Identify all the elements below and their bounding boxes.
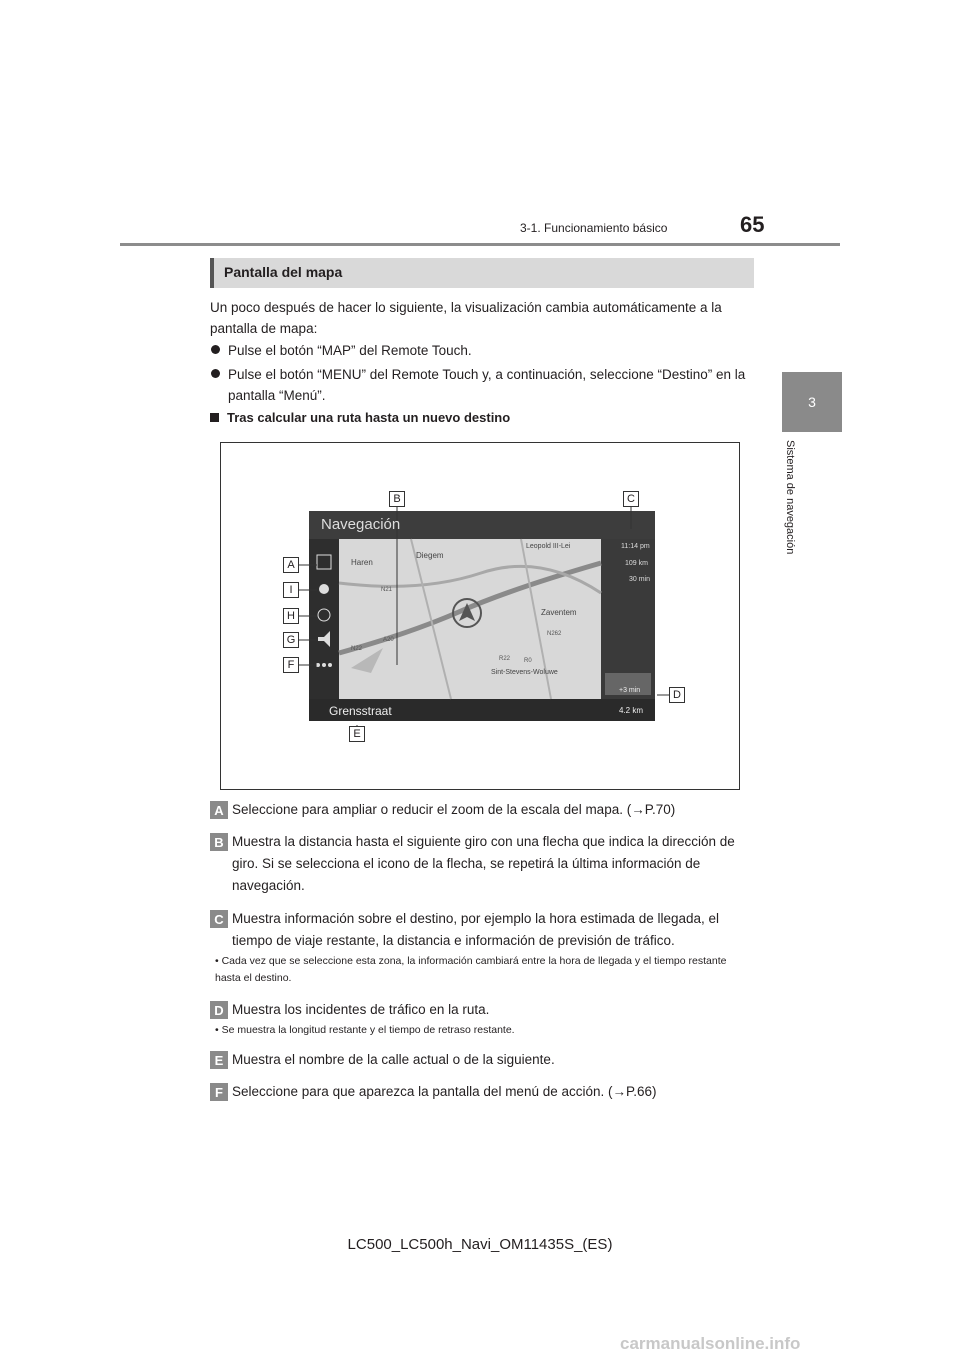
bullet-item <box>210 340 755 361</box>
map-label: R0 <box>524 658 532 664</box>
label-d: D <box>210 1001 228 1019</box>
bullet-dot-icon <box>211 369 220 378</box>
description-b: Muestra la distancia hasta el siguiente giro con una flecha que indica la dirección de giro. Si se selecciona el icono de la flecha, se repetirá la última información de navegación. <box>232 834 735 893</box>
header-rule <box>120 243 840 246</box>
square-bullet-icon <box>210 413 219 422</box>
bullet-text: Pulse el botón “MAP” del Remote Touch. <box>228 343 472 358</box>
map-label: Haren <box>351 558 373 567</box>
note-d: • Se muestra la longitud restante y el tiempo de retraso restante. <box>215 1024 515 1036</box>
bullet-item <box>210 364 755 406</box>
watermark: carmanualsonline.info <box>620 1334 801 1353</box>
map-label: Sint-Stevens-Woluwe <box>491 669 558 676</box>
callout-i: I <box>283 582 299 598</box>
street-name: Grensstraat <box>329 704 392 718</box>
intro-paragraph: Un poco después de hacer lo siguiente, la visualización cambia automáticamente a la pantalla de mapa: <box>210 300 722 336</box>
bullet-dot-icon <box>211 345 220 354</box>
map-label: Diegem <box>416 551 444 560</box>
callout-f: F <box>283 657 299 673</box>
section-title: 3-1. Funcionamiento básico <box>520 221 668 235</box>
description-d: Muestra los incidentes de tráfico en la ruta. <box>232 1002 490 1017</box>
arrival-time: 11:14 pm <box>621 543 650 550</box>
note-c-text: Cada vez que se seleccione esta zona, la información cambiará entre la hora de llegada y el tiempo restante hasta el destino. <box>215 955 727 984</box>
pin-icon <box>319 584 329 594</box>
callout-d: D <box>669 687 685 703</box>
callout-h: H <box>283 608 299 624</box>
map-label: N262 <box>547 631 562 637</box>
section-heading <box>210 258 754 288</box>
left-toolbar <box>309 539 339 699</box>
label-e: E <box>210 1051 228 1069</box>
footer-code: LC500_LC500h_Navi_OM11435S_(ES) <box>347 1236 613 1253</box>
description-c: Muestra información sobre el destino, por ejemplo la hora estimada de llegada, el tiempo de viaje restante, la distancia e información de previsión de tráfico. <box>232 911 720 948</box>
traffic-delay: +3 min <box>619 687 641 694</box>
label-a: A <box>210 801 228 819</box>
description-a: Seleccione para ampliar o reducir el zoom de la escala del mapa. (→P.70) <box>232 802 676 817</box>
page-number: 65 <box>740 212 765 237</box>
label-c: C <box>210 910 228 928</box>
callout-e: E <box>349 726 365 742</box>
map-label: Zaventem <box>541 608 577 617</box>
note-d-text: Se muestra la longitud restante y el tiempo de retraso restante. <box>221 1024 515 1036</box>
chapter-tab: 3 <box>782 372 842 432</box>
traffic-distance: 4.2 km <box>619 706 644 715</box>
remaining-distance: 109 km <box>625 560 648 567</box>
map-label: N22 <box>351 646 363 652</box>
description-e: Muestra el nombre de la calle actual o de la siguiente. <box>232 1052 555 1067</box>
map-label: R22 <box>499 656 511 662</box>
callout-g: G <box>283 632 299 648</box>
map-label: Leopold III-Lei <box>526 543 571 550</box>
map-label: A20 <box>383 637 394 643</box>
menu-dot-icon <box>322 663 326 667</box>
section-heading-text: Pantalla del mapa <box>224 264 343 280</box>
remaining-time: 30 min <box>629 576 651 583</box>
menu-dot-icon <box>328 663 332 667</box>
callout-c: C <box>623 491 639 507</box>
screen-title: Navegación <box>321 516 401 533</box>
label-f: F <box>210 1083 228 1101</box>
subheading-text: Tras calcular una ruta hasta un nuevo destino <box>227 410 511 425</box>
description-f: Seleccione para que aparezca la pantalla del menú de acción. (→P.66) <box>232 1084 657 1099</box>
chapter-side-title: Sistema de navegación <box>784 440 796 555</box>
label-b: B <box>210 833 228 851</box>
note-c: • Cada vez que se seleccione esta zona, la información cambiará entre la hora de llegada y el tiempo restante hasta el destino. <box>215 955 727 984</box>
navigation-screen-figure <box>220 442 740 790</box>
bullet-text: Pulse el botón “MENU” del Remote Touch y, a continuación, seleccione “Destino” en la pantalla “Menú”. <box>228 367 746 403</box>
callout-a: A <box>283 557 299 573</box>
callout-b: B <box>389 491 405 507</box>
subheading <box>210 410 510 425</box>
map-label: N21 <box>381 587 393 593</box>
